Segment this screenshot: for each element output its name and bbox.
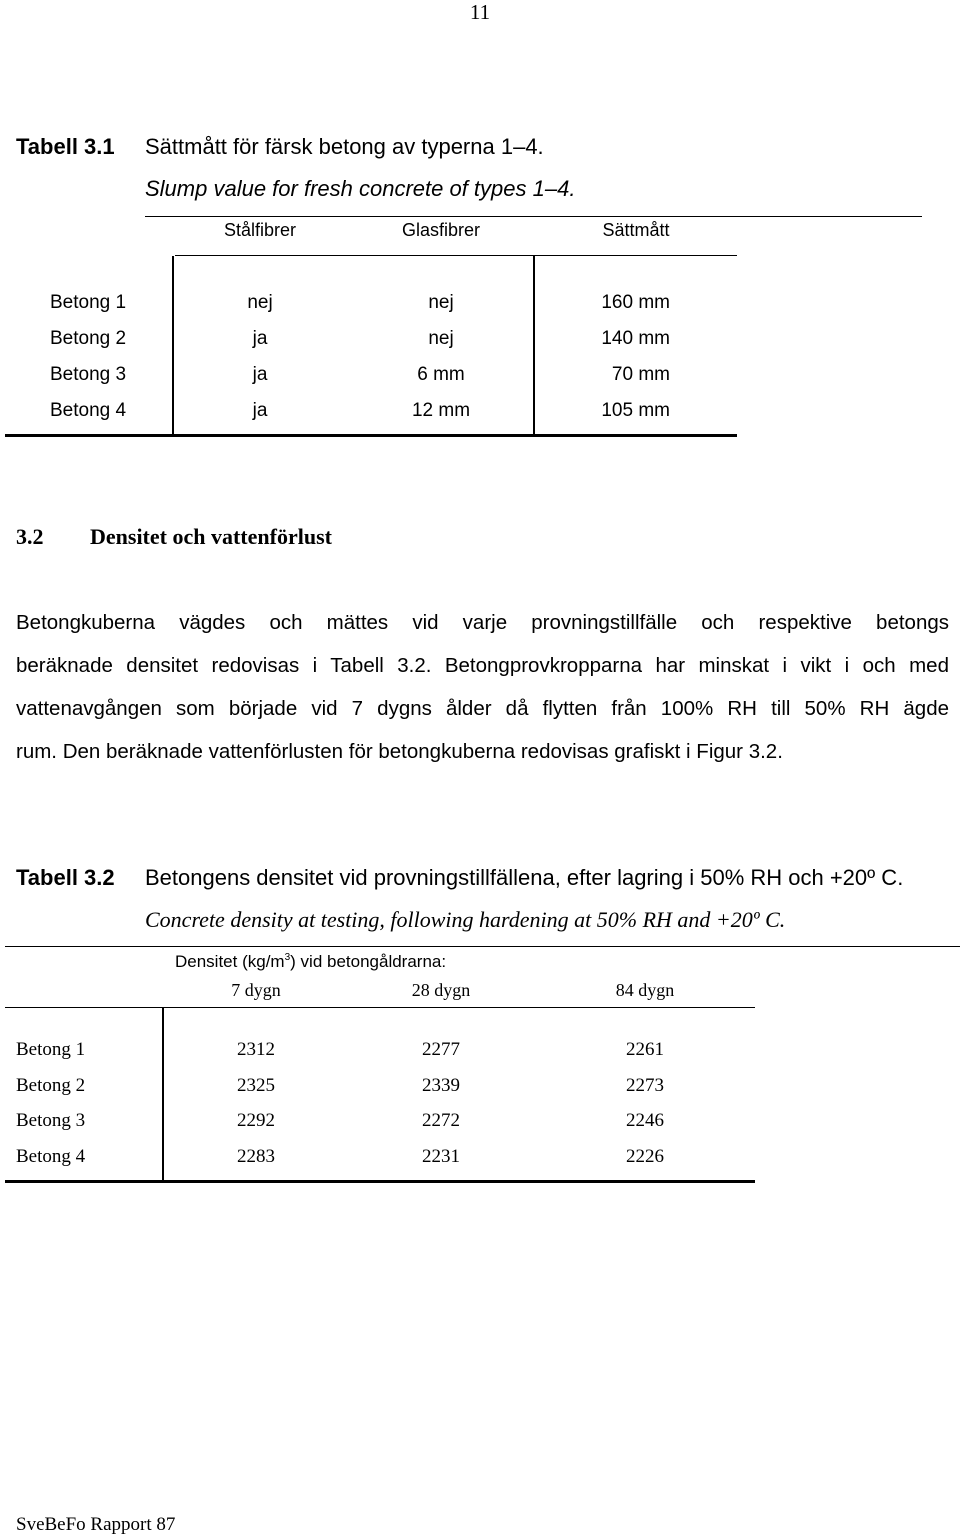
table-3-2-col-divider [162,1008,164,1180]
table-3-2-header-rule [5,1007,755,1008]
table-3-1-cell-glass: nej [428,292,454,313]
table-3-1-cell-steel: ja [252,328,268,349]
table-3-2-row-label: Betong 1 [16,1039,86,1060]
table-3-1-row-label: Betong 4 [50,400,127,421]
table-3-2-caption-sv: Betongens densitet vid provningstillfällena, efter lagring i 50% RH och +20º C. [145,865,904,890]
paragraph-line: beräknade densitet redovisas i Tabell 3.2. Betongprovkropparna har minskat i vikt i och med [16,654,949,677]
page-number: 11 [469,0,491,24]
table-3-2-cell-28: 2277 [422,1039,460,1060]
group-header-suffix: ) vid betongåldrarna: [290,952,447,971]
table-3-1-cell-slump: 140 mm [601,328,670,349]
table-3-2-header-84: 84 dygn [615,980,675,1000]
table-3-2-bottom-rule [5,1180,755,1183]
table-3-2-header-28: 28 dygn [411,980,471,1000]
table-3-1-cell-steel: nej [247,292,273,313]
table-3-1-row-label: Betong 2 [50,328,127,349]
footer-text: SveBeFo Rapport 87 [16,1514,176,1535]
table-3-1-row-label: Betong 3 [50,364,127,385]
table-3-1-header-rule [175,255,737,256]
table-3-2-cell-7: 2283 [237,1146,275,1167]
table-3-1-top-rule [145,216,922,217]
table-3-1-caption-sv: Sättmått för färsk betong av typerna 1–4. [145,134,544,159]
paragraph-line: Betongkuberna vägdes och mättes vid varje provningstillfälle och respektive betongs [16,611,949,634]
table-3-1-bottom-rule [5,434,737,437]
table-3-2-label: Tabell 3.2 [16,865,115,890]
table-3-1-cell-steel: ja [252,400,268,421]
section-heading [16,524,332,550]
table-3-1-label: Tabell 3.1 [16,134,115,159]
table-3-2-cell-28: 2339 [422,1075,460,1096]
table-3-2-group-header [175,952,446,972]
table-3-2-cell-7: 2292 [237,1110,275,1131]
table-3-2-row-label: Betong 3 [16,1110,86,1131]
table-3-2-cell-84: 2226 [626,1146,664,1167]
table-3-2-cell-84: 2261 [626,1039,664,1060]
table-3-2-header-7: 7 dygn [231,980,281,1000]
table-3-1-header-steel: Stålfibrer [223,220,297,240]
table-3-2-cell-28: 2272 [422,1110,460,1131]
table-3-2-top-rule [5,946,960,947]
table-3-2-caption-en: Concrete density at testing, following hardening at 50% RH and +20º C. [145,907,786,932]
table-3-1-cell-steel: ja [252,364,268,385]
table-3-1-cell-slump: 70 mm [611,364,670,385]
table-3-1-cell-glass: 6 mm [417,364,465,385]
group-header-prefix: Densitet (kg/m [175,952,285,971]
group-header-sup: 3 [284,952,291,963]
table-3-1-header-slump: Sättmått [602,220,670,240]
table-3-2-cell-28: 2231 [422,1146,460,1167]
paragraph-line: rum. Den beräknade vattenförlusten för betongkuberna redovisas grafiskt i Figur 3.2. [16,740,783,763]
table-3-1-cell-slump: 160 mm [601,292,670,313]
section-title: Densitet och vattenförlust [90,524,332,549]
table-3-1-col-divider-1 [172,256,174,436]
table-3-2-cell-84: 2246 [626,1110,664,1131]
table-3-2-cell-84: 2273 [626,1075,664,1096]
table-3-1-row-label: Betong 1 [50,292,127,313]
paragraph-line: vattenavgången som började vid 7 dygns ålder då flytten från 100% RH till 50% RH ägde [16,697,949,720]
table-3-1-caption-en: Slump value for fresh concrete of types 1–4. [145,176,576,201]
section-number: 3.2 [16,524,44,549]
table-3-1-col-divider-2 [533,256,535,436]
table-3-1-cell-glass: 12 mm [411,400,471,421]
table-3-1-cell-slump: 105 mm [601,400,670,421]
table-3-2-cell-7: 2312 [237,1039,275,1060]
table-3-2-cell-7: 2325 [237,1075,275,1096]
table-3-2-row-label: Betong 4 [16,1146,86,1167]
table-3-2-row-label: Betong 2 [16,1075,86,1096]
table-3-1-header-glass: Glasfibrer [401,220,481,240]
table-3-1-cell-glass: nej [428,328,454,349]
